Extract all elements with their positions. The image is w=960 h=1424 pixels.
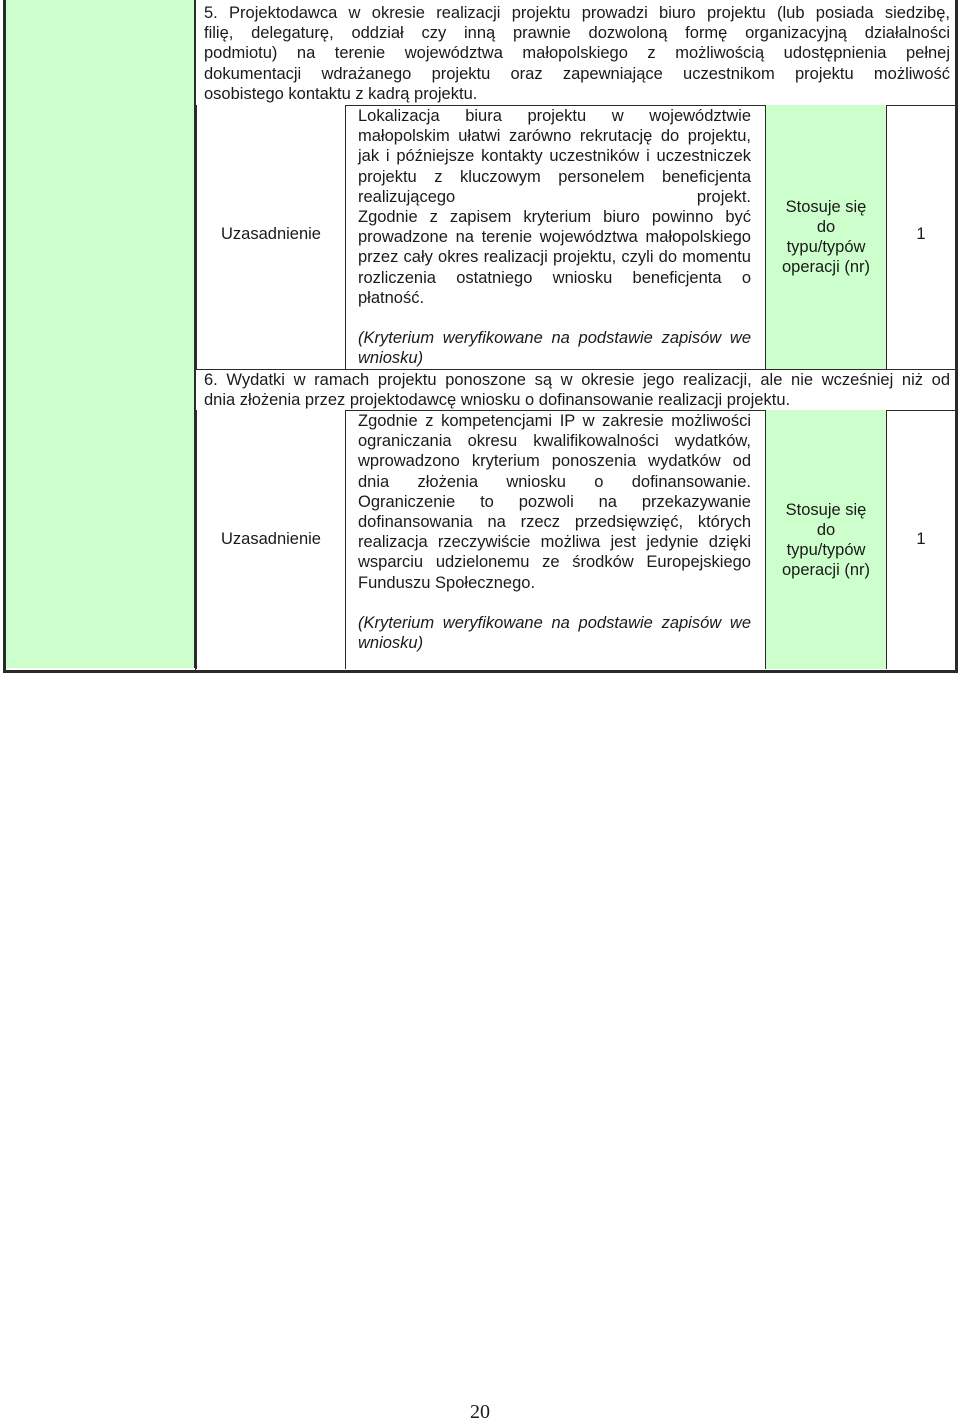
justification-label: Uzasadnienie	[221, 530, 321, 548]
applies-text-1: Stosuje się	[785, 501, 867, 519]
applies-text-3: typu/typów	[786, 238, 866, 256]
column-divider	[195, 0, 196, 670]
criterion-5-line: filię, delegaturę, oddział czy inną prawnie dozwoloną formę organizacyjną działalności	[204, 24, 950, 43]
verification-note: (Kryterium weryfikowane na podstawie zapisów we wniosku)	[358, 329, 751, 368]
verification-note: (Kryterium weryfikowane na podstawie zapisów we wniosku)	[358, 613, 751, 653]
criterion-6-line: dnia złożenia przez projektodawcę wniosku o dofinansowanie realizacji projektu.	[204, 391, 791, 410]
justification-paragraph: Zgodnie z kompetencjami IP w zakresie możliwości ograniczania okresu kwalifikowalności wydatków, wprowadzono kryterium ponoszenia wydatków od dnia złożenia wniosku o dofinansowanie.	[358, 412, 751, 491]
table-frame	[3, 0, 958, 673]
criterion-5-line: podmiotu) na terenie województwa małopolskiego z możliwością udostępnienia pełnej	[204, 44, 950, 63]
justification-paragraph: Lokalizacja biura projektu w województwie małopolskim ułatwi zarówno rekrutację do projektu, jak i późniejsze kontakty uczestników i uczestniczek projektu z kluczowym personelem beneficjenta realizującego projekt.	[358, 107, 751, 206]
criterion-5-line: osobistego kontaktu z kadrą projektu.	[204, 84, 478, 103]
justification-paragraph: Zgodnie z zapisem kryterium biuro powinno być prowadzone na terenie województwa małopolskiego przez cały okres realizacji projektu, czyli do momentu rozliczenia ostatniego wniosku beneficjenta o płatność.	[358, 208, 751, 307]
applies-text-1: Stosuje się	[785, 198, 867, 216]
criterion-5-line: dokumentacji wdrażanego projektu oraz zapewniające uczestnikom projektu możliwość	[204, 64, 950, 83]
criterion-5-line: 5. Projektodawca w okresie realizacji projektu prowadzi biuro projektu (lub posiada siedzibę,	[204, 4, 950, 22]
score-value: 1	[916, 225, 926, 243]
justification-label: Uzasadnienie	[221, 225, 321, 243]
score-value: 1	[916, 530, 926, 548]
criterion-6-line: 6. Wydatki w ramach projektu ponoszone są w okresie jego realizacji, ale nie wcześniej niż od	[204, 371, 950, 389]
applies-text-2: do	[816, 218, 836, 236]
page-number: 20	[470, 1401, 490, 1423]
applies-text-4: operacji (nr)	[781, 561, 871, 579]
applies-text-2: do	[816, 521, 836, 539]
justification-paragraph: Ograniczenie to pozwoli na przekazywanie dofinansowania na rzecz przedsięwzięć, których realizacja rzeczywiście możliwa jest jedynie dzięki wsparciu udzielonemu ze środków Europejskiego Funduszu Społecznego.	[358, 492, 751, 592]
applies-text-4: operacji (nr)	[781, 258, 871, 276]
applies-text-3: typu/typów	[786, 541, 866, 559]
